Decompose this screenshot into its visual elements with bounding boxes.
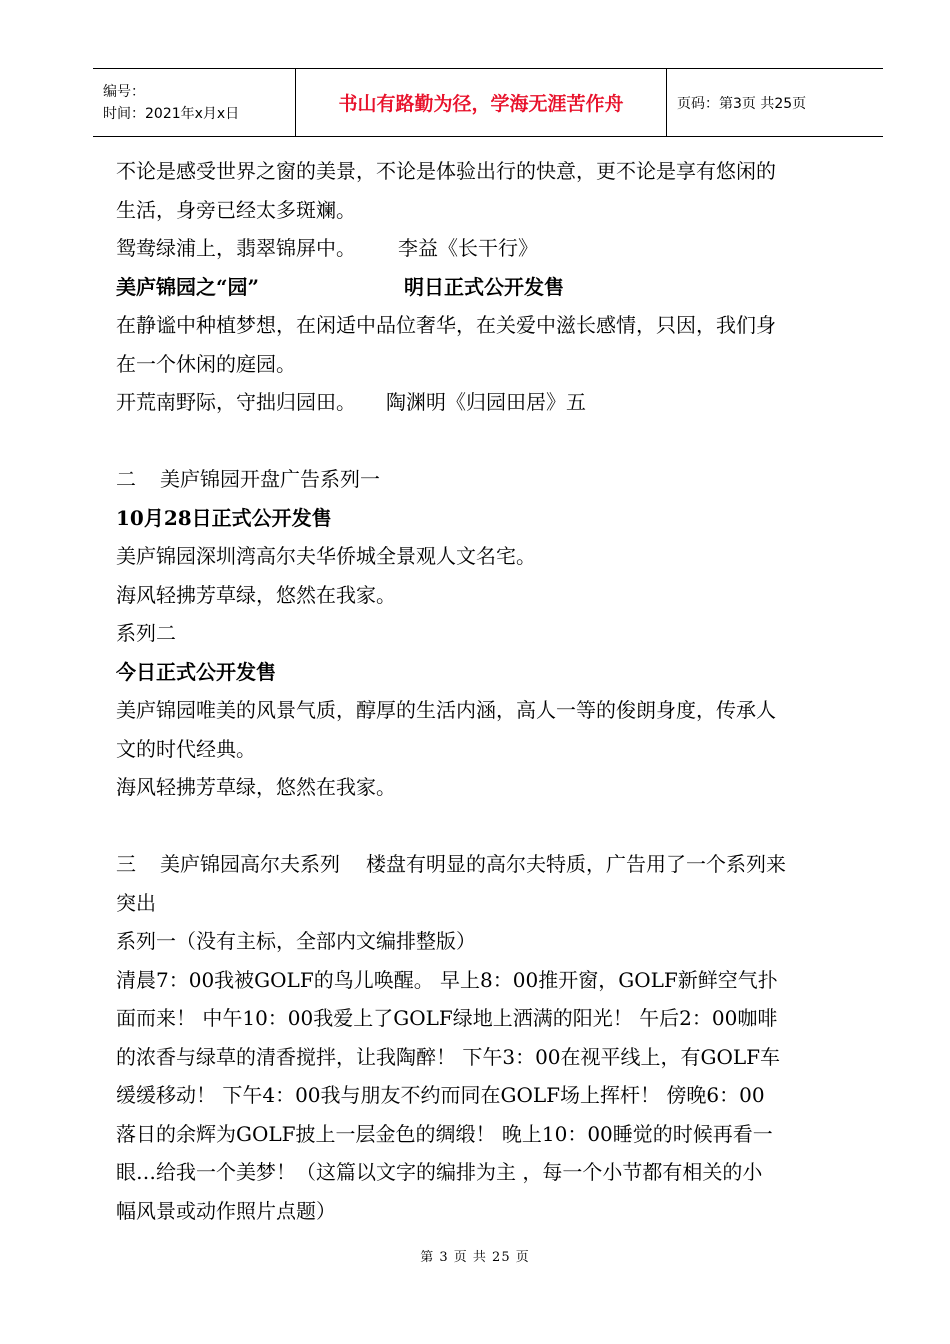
- paragraph-line: 眼…给我一个美梦！（这篇以文字的编排为主 ，每一个小节都有相关的小: [116, 1160, 763, 1184]
- paragraph-line: 幅风景或动作照片点题）: [116, 1198, 336, 1223]
- heading-left: 美庐锦园之“园”: [116, 274, 260, 299]
- section-title-text: 美庐锦园高尔夫系列: [160, 852, 340, 876]
- section-title: [116, 460, 866, 499]
- paragraph-line: 生活，身旁已经太多斑斓。: [116, 197, 356, 222]
- section-heading: 10月28日正式公开发售: [116, 505, 332, 530]
- poem-text: 鸳鸯绿浦上，翡翠锦屏中。: [116, 236, 356, 260]
- section-title: [116, 845, 866, 884]
- paragraph-line: 缓缓移动！ 下午4：00我与朋友不约而同在GOLF场上挥杆！ 傍晚6：00: [116, 1083, 765, 1107]
- number-label: 编号：: [103, 83, 145, 100]
- paragraph-line: 突出: [116, 890, 156, 915]
- page-info-text: 页码：第3页 共25页: [677, 95, 807, 112]
- header-page-info: [667, 69, 883, 136]
- blank-line: [116, 807, 866, 846]
- heading-right: 明日正式公开发售: [404, 274, 565, 299]
- paragraph-line: 清晨7：00我被GOLF的鸟儿唤醒。 早上8：00推开窗，GOLF新鲜空气扑: [116, 967, 778, 992]
- document-body: [116, 152, 866, 1230]
- date-line: 时间：2021年x月x日: [103, 105, 240, 122]
- header-motto: 书山有路勤为径，学海无涯苦作舟: [338, 93, 624, 115]
- paragraph-line: 美庐锦园深圳湾高尔夫华侨城全景观人文名宅。: [116, 544, 536, 568]
- paragraph-line: 面而来！ 中午10：00我爱上了GOLF绿地上洒满的阳光！ 午后2：00咖啡: [116, 1006, 778, 1030]
- poem-source: 李益《长干行》: [398, 236, 538, 260]
- section-number: 二: [116, 467, 136, 491]
- section-number: 三: [116, 852, 136, 876]
- paragraph-line: 美庐锦园唯美的风景气质，醇厚的生活内涵，高人一等的俊朗身度，传承人: [116, 698, 776, 722]
- paragraph-line: 海风轻拂芳草绿，悠然在我家。: [116, 582, 396, 607]
- poem-line: [116, 383, 866, 422]
- paragraph-line: 的浓香与绿草的清香搅拌，让我陶醉！ 下午3：00在视平线上，有GOLF车: [116, 1044, 781, 1069]
- series-label: 系列二: [116, 621, 176, 645]
- paragraph-line: 落日的余辉为GOLF披上一层金色的绸缎！ 晚上10：00睡觉的时候再看一: [116, 1121, 773, 1146]
- section-heading: [116, 268, 866, 307]
- paragraph-line: 在一个休闲的庭园。: [116, 351, 296, 376]
- paragraph-line: 文的时代经典。: [116, 736, 256, 761]
- poem-text: 开荒南野际，守拙归园田。: [116, 390, 356, 414]
- blank-line: [116, 422, 866, 461]
- header-motto-cell: [295, 69, 667, 136]
- series-label: 系列一（没有主标，全部内文编排整版）: [116, 929, 476, 953]
- paragraph-line: 海风轻拂芳草绿，悠然在我家。: [116, 775, 396, 799]
- document-header: [93, 68, 883, 137]
- paragraph-line: 不论是感受世界之窗的美景，不论是体验出行的快意，更不论是享有悠闲的: [116, 159, 776, 183]
- poem-source: 陶渊明《归园田居》五: [386, 390, 586, 414]
- section-title-text: 美庐锦园开盘广告系列一: [160, 467, 380, 491]
- header-meta: [93, 69, 295, 136]
- page-footer: 第 3 页 共 25 页: [420, 1250, 530, 1265]
- poem-line: [116, 229, 866, 268]
- section-heading: 今日正式公开发售: [116, 659, 276, 684]
- paragraph-line: 在静谧中种植梦想，在闲适中品位奢华，在关爱中滋长感情，只因，我们身: [116, 313, 776, 337]
- section-description: 楼盘有明显的高尔夫特质，广告用了一个系列来: [366, 852, 786, 876]
